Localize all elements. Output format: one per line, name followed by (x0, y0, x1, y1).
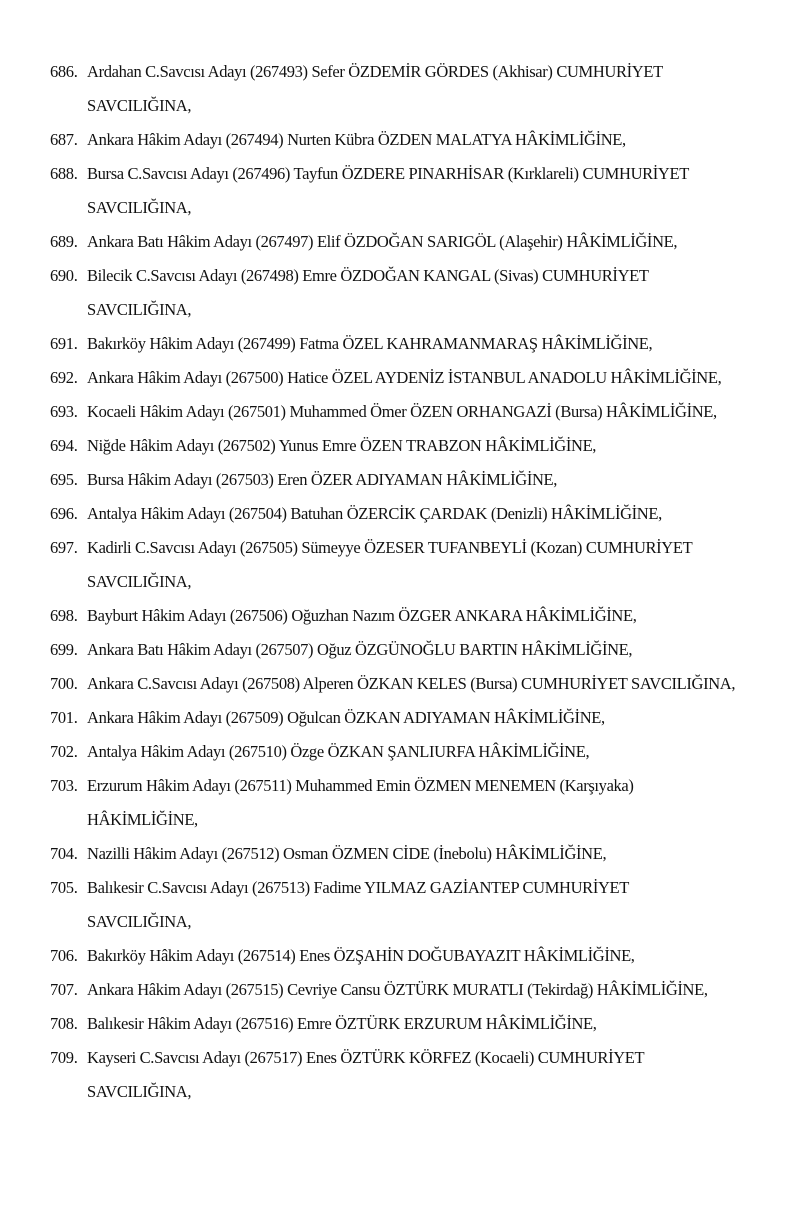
item-text: Antalya Hâkim Adayı (267510) Özge ÖZKAN ŞANLIURFA HÂKİMLİĞİNE, (87, 742, 590, 761)
item-text: Balıkesir C.Savcısı Adayı (267513) Fadime YILMAZ GAZİANTEP CUMHURİYET (87, 878, 629, 897)
list-item (50, 157, 770, 225)
item-number: 695. (50, 470, 78, 489)
item-text: Kayseri C.Savcısı Adayı (267517) Enes ÖZTÜRK KÖRFEZ (Kocaeli) CUMHURİYET (87, 1048, 645, 1067)
item-text-continuation: SAVCILIĞINA, (87, 300, 192, 319)
item-text: Antalya Hâkim Adayı (267504) Batuhan ÖZERCİK ÇARDAK (Denizli) HÂKİMLİĞİNE, (87, 504, 662, 523)
item-number: 694. (50, 436, 78, 455)
item-text: Kadirli C.Savcısı Adayı (267505) Sümeyye ÖZESER TUFANBEYLİ (Kozan) CUMHURİYET (87, 538, 693, 557)
list-item (50, 837, 770, 871)
item-text: Ankara Hâkim Adayı (267509) Oğulcan ÖZKAN ADIYAMAN HÂKİMLİĞİNE, (87, 708, 605, 727)
list-item (50, 123, 770, 157)
item-text: Bakırköy Hâkim Adayı (267499) Fatma ÖZEL KAHRAMANMARAŞ HÂKİMLİĞİNE, (87, 334, 653, 353)
item-number: 686. (50, 62, 78, 81)
item-text: Bakırköy Hâkim Adayı (267514) Enes ÖZŞAHİN DOĞUBAYAZIT HÂKİMLİĞİNE, (87, 946, 635, 965)
item-number: 708. (50, 1014, 78, 1033)
item-number: 709. (50, 1048, 78, 1067)
list-item (50, 395, 770, 429)
list-item (50, 327, 770, 361)
item-text-continuation: SAVCILIĞINA, (87, 572, 192, 591)
item-number: 688. (50, 164, 78, 183)
list-item (50, 55, 770, 123)
item-number: 698. (50, 606, 78, 625)
item-number: 687. (50, 130, 78, 149)
item-number: 702. (50, 742, 78, 761)
list-item (50, 497, 770, 531)
list-item (50, 361, 770, 395)
item-number: 705. (50, 878, 78, 897)
item-text: Erzurum Hâkim Adayı (267511) Muhammed Emin ÖZMEN MENEMEN (Karşıyaka) (87, 776, 634, 795)
item-text: Ankara Batı Hâkim Adayı (267497) Elif ÖZDOĞAN SARIGÖL (Alaşehir) HÂKİMLİĞİNE, (87, 232, 678, 251)
list-item (50, 429, 770, 463)
item-text: Ankara Hâkim Adayı (267500) Hatice ÖZEL AYDENİZ İSTANBUL ANADOLU HÂKİMLİĞİNE, (87, 368, 722, 387)
list-item (50, 735, 770, 769)
item-text: Balıkesir Hâkim Adayı (267516) Emre ÖZTÜRK ERZURUM HÂKİMLİĞİNE, (87, 1014, 597, 1033)
item-text-continuation: HÂKİMLİĞİNE, (87, 810, 198, 829)
list-item (50, 1007, 770, 1041)
item-text-continuation: SAVCILIĞINA, (87, 912, 192, 931)
item-text: Ankara Hâkim Adayı (267515) Cevriye Cansu ÖZTÜRK MURATLI (Tekirdağ) HÂKİMLİĞİNE, (87, 980, 708, 999)
item-number: 696. (50, 504, 78, 523)
item-number: 703. (50, 776, 78, 795)
list-item (50, 225, 770, 259)
item-number: 690. (50, 266, 78, 285)
item-text: Nazilli Hâkim Adayı (267512) Osman ÖZMEN CİDE (İnebolu) HÂKİMLİĞİNE, (87, 844, 607, 863)
item-number: 689. (50, 232, 78, 251)
list-item (50, 531, 770, 599)
list-item (50, 633, 770, 667)
item-number: 704. (50, 844, 78, 863)
item-number: 701. (50, 708, 78, 727)
list-item (50, 939, 770, 973)
item-text: Niğde Hâkim Adayı (267502) Yunus Emre ÖZEN TRABZON HÂKİMLİĞİNE, (87, 436, 597, 455)
list-item (50, 701, 770, 735)
list-item (50, 973, 770, 1007)
list-item (50, 871, 770, 939)
item-number: 707. (50, 980, 78, 999)
list-item (50, 769, 770, 837)
item-text-continuation: SAVCILIĞINA, (87, 96, 192, 115)
item-text: Ankara Batı Hâkim Adayı (267507) Oğuz ÖZGÜNOĞLU BARTIN HÂKİMLİĞİNE, (87, 640, 633, 659)
item-text: Ankara C.Savcısı Adayı (267508) Alperen ÖZKAN KELES (Bursa) CUMHURİYET SAVCILIĞINA, (87, 674, 736, 693)
item-text: Bilecik C.Savcısı Adayı (267498) Emre ÖZDOĞAN KANGAL (Sivas) CUMHURİYET (87, 266, 649, 285)
item-text: Bursa Hâkim Adayı (267503) Eren ÖZER ADIYAMAN HÂKİMLİĞİNE, (87, 470, 558, 489)
list-item (50, 667, 770, 701)
list-item (50, 1041, 770, 1109)
appointment-list (50, 55, 770, 1109)
item-number: 697. (50, 538, 78, 557)
item-number: 691. (50, 334, 78, 353)
item-text: Ankara Hâkim Adayı (267494) Nurten Kübra ÖZDEN MALATYA HÂKİMLİĞİNE, (87, 130, 626, 149)
item-number: 700. (50, 674, 78, 693)
list-item (50, 599, 770, 633)
item-number: 706. (50, 946, 78, 965)
item-text: Bursa C.Savcısı Adayı (267496) Tayfun ÖZDERE PINARHİSAR (Kırklareli) CUMHURİYET (87, 164, 689, 183)
item-number: 693. (50, 402, 78, 421)
item-text: Bayburt Hâkim Adayı (267506) Oğuzhan Nazım ÖZGER ANKARA HÂKİMLİĞİNE, (87, 606, 637, 625)
item-text: Kocaeli Hâkim Adayı (267501) Muhammed Ömer ÖZEN ORHANGAZİ (Bursa) HÂKİMLİĞİNE, (87, 402, 717, 421)
list-item (50, 463, 770, 497)
list-item (50, 259, 770, 327)
item-text-continuation: SAVCILIĞINA, (87, 198, 192, 217)
item-number: 699. (50, 640, 78, 659)
item-number: 692. (50, 368, 78, 387)
item-text: Ardahan C.Savcısı Adayı (267493) Sefer ÖZDEMİR GÖRDES (Akhisar) CUMHURİYET (87, 62, 663, 81)
item-text-continuation: SAVCILIĞINA, (87, 1082, 192, 1101)
